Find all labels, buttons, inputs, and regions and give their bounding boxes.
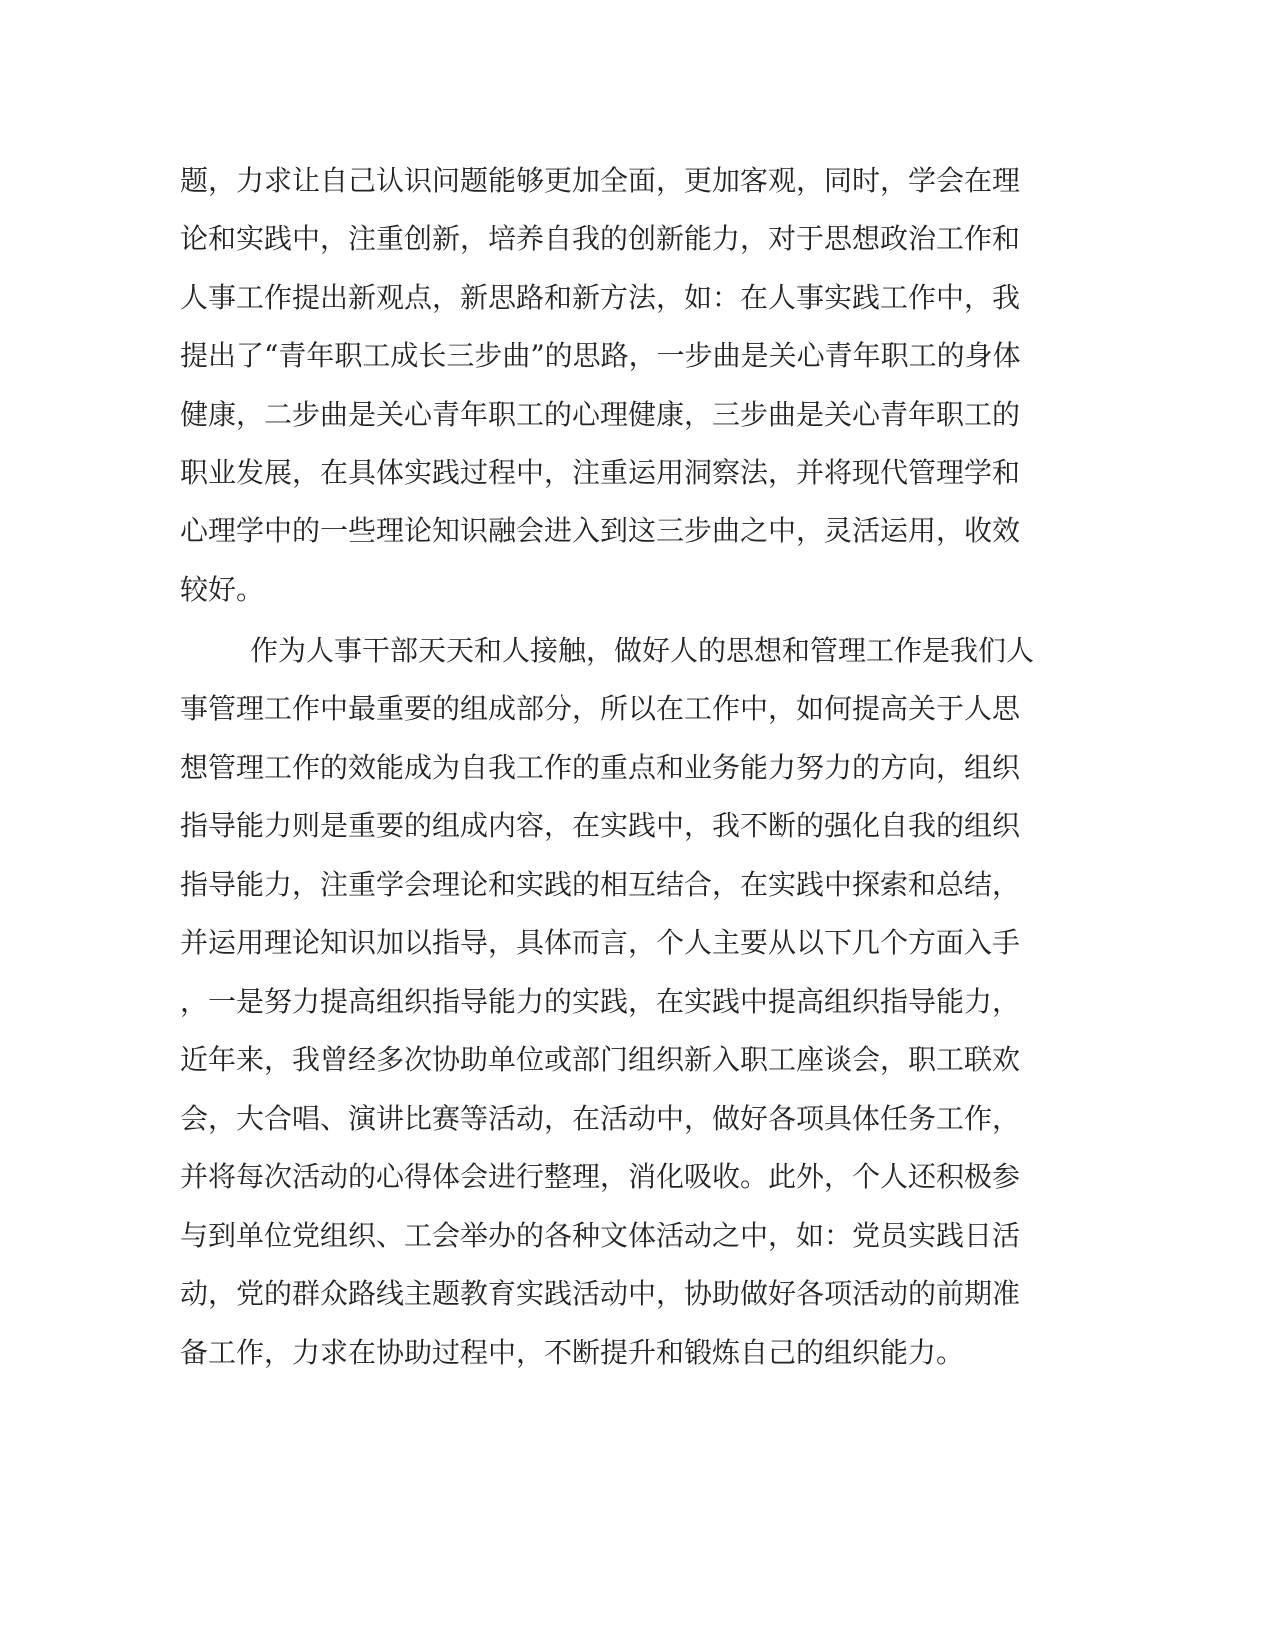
text-line: 作为人事干部天天和人接触，做好人的思想和管理工作是我们人 [250,634,1035,667]
text-line: 指导能力则是重要的组成内容，在实践中，我不断的强化自我的组织 [180,809,1021,842]
text-line: 动，党的群众路线主题教育实践活动中，协助做好各项活动的前期准 [180,1277,1021,1310]
text-line: 备工作，力求在协助过程中，不断提升和锻炼自己的组织能力。 [180,1336,965,1369]
text-line: 事管理工作中最重要的组成部分，所以在工作中，如何提高关于人思 [180,692,1021,725]
text-line: 职业发展，在具体实践过程中，注重运用洞察法，并将现代管理学和 [180,456,1021,489]
text-line: 题，力求让自己认识问题能够更加全面，更加客观，同时，学会在理 [180,164,1021,197]
text-line: 人事工作提出新观点，新思路和新方法，如：在人事实践工作中，我 [180,281,1021,314]
text-line: 并运用理论知识加以指导，具体而言，个人主要从以下几个方面入手 [180,926,1021,959]
text-line: 论和实践中，注重创新，培养自我的创新能力，对于思想政治工作和 [180,222,1021,255]
text-line: 想管理工作的效能成为自我工作的重点和业务能力努力的方向，组织 [180,751,1021,784]
text-line: 指导能力，注重学会理论和实践的相互结合，在实践中探索和总结， [180,868,1021,901]
text-line: 近年来，我曾经多次协助单位或部门组织新入职工座谈会，职工联欢 [180,1043,1021,1076]
text-line: 与到单位党组织、工会举办的各种文体活动之中，如：党员实践日活 [180,1219,1021,1252]
text-line: 提出了“青年职工成长三步曲”的思路，一步曲是关心青年职工的身体 [180,339,1021,372]
text-line: 较好。 [180,573,265,606]
text-line: 会，大合唱、演讲比赛等活动，在活动中，做好各项具体任务工作， [180,1102,1021,1135]
text-line: 并将每次活动的心得体会进行整理，消化吸收。此外，个人还积极参 [180,1160,1021,1193]
text-line: 心理学中的一些理论知识融会进入到这三步曲之中，灵活运用，收效 [180,514,1021,547]
text-line: 健康，二步曲是关心青年职工的心理健康，三步曲是关心青年职工的 [180,398,1021,431]
text-line: ，一是努力提高组织指导能力的实践，在实践中提高组织指导能力， [180,985,1021,1018]
